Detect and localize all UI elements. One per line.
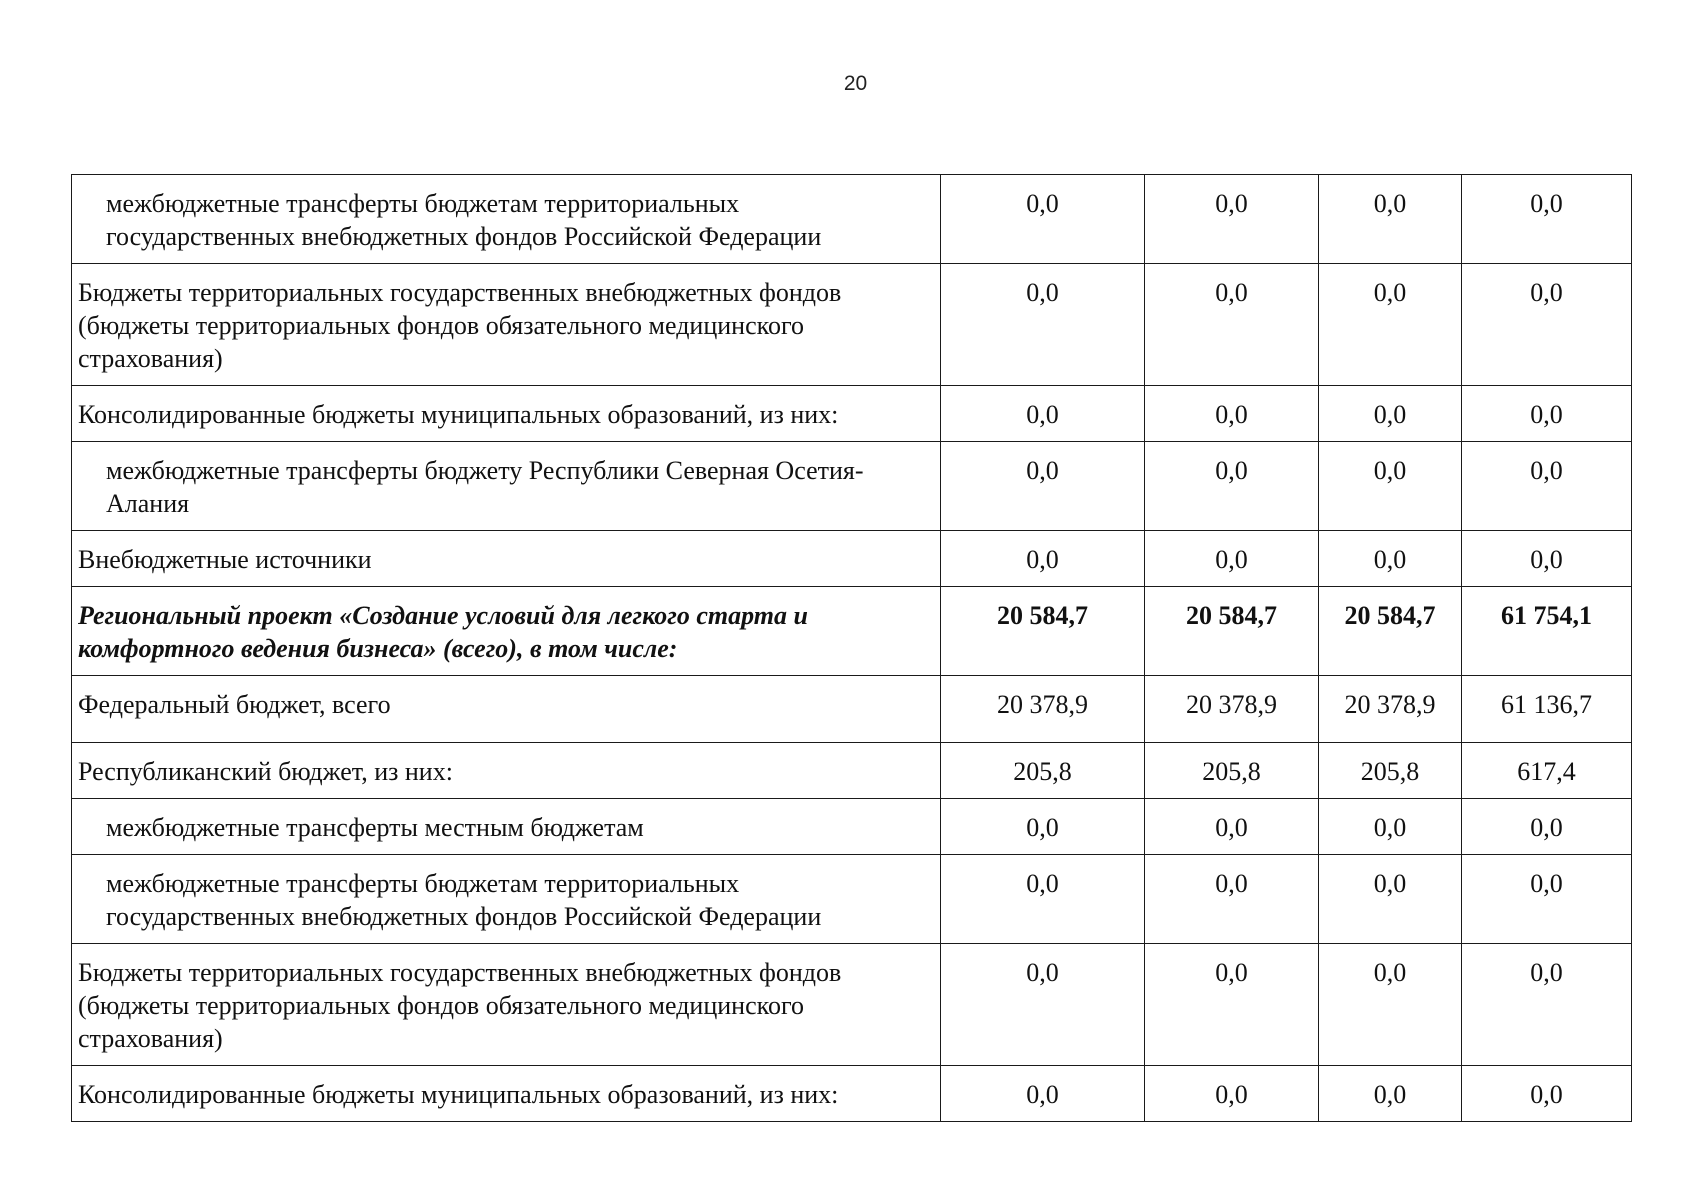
row-label: Консолидированные бюджеты муниципальных образований, из них:	[72, 386, 941, 442]
table-row	[72, 531, 1632, 587]
row-label: Республиканский бюджет, из них:	[72, 743, 941, 799]
row-value: 0,0	[1145, 944, 1319, 1066]
row-value: 0,0	[1319, 531, 1462, 587]
row-label: межбюджетные трансферты местным бюджетам	[72, 799, 941, 855]
row-value: 0,0	[1145, 1066, 1319, 1122]
row-label: Бюджеты территориальных государственных внебюджетных фондов (бюджеты территориальных фондов обязательного медицинского страхования)	[72, 944, 941, 1066]
row-value: 617,4	[1462, 743, 1632, 799]
table-row	[72, 855, 1632, 944]
row-value: 0,0	[1462, 386, 1632, 442]
row-value: 0,0	[941, 175, 1145, 264]
row-value: 0,0	[1462, 799, 1632, 855]
row-value: 20 378,9	[1319, 676, 1462, 743]
row-value: 0,0	[1145, 799, 1319, 855]
row-label: Федеральный бюджет, всего	[72, 676, 941, 743]
budget-table	[71, 174, 1632, 1122]
row-value: 61 136,7	[1462, 676, 1632, 743]
table-row	[72, 799, 1632, 855]
row-value: 0,0	[1145, 386, 1319, 442]
table-row	[72, 386, 1632, 442]
table-row	[72, 264, 1632, 386]
row-value: 20 378,9	[1145, 676, 1319, 743]
row-value: 0,0	[1462, 442, 1632, 531]
row-value: 0,0	[1319, 1066, 1462, 1122]
row-label: Бюджеты территориальных государственных внебюджетных фондов (бюджеты территориальных фондов обязательного медицинского страхования)	[72, 264, 941, 386]
project-label: Региональный проект «Создание условий для легкого старта и комфортного ведения бизнеса» (всего), в том числе:	[72, 587, 941, 676]
row-value: 0,0	[1319, 855, 1462, 944]
row-value: 0,0	[1462, 531, 1632, 587]
row-value: 0,0	[1145, 531, 1319, 587]
row-value: 0,0	[1462, 855, 1632, 944]
row-label: межбюджетные трансферты бюджетам территориальных государственных внебюджетных фондов Российской Федерации	[72, 855, 941, 944]
row-value: 0,0	[1462, 1066, 1632, 1122]
row-value: 0,0	[1319, 944, 1462, 1066]
row-value: 0,0	[1319, 442, 1462, 531]
row-value: 0,0	[1145, 264, 1319, 386]
row-value: 0,0	[941, 855, 1145, 944]
row-value: 0,0	[1319, 264, 1462, 386]
row-value: 205,8	[1319, 743, 1462, 799]
row-value: 0,0	[1145, 442, 1319, 531]
row-value: 0,0	[941, 386, 1145, 442]
row-value: 20 378,9	[941, 676, 1145, 743]
row-value: 0,0	[1319, 386, 1462, 442]
table-row	[72, 175, 1632, 264]
table-row	[72, 944, 1632, 1066]
table-row	[72, 743, 1632, 799]
table-row	[72, 676, 1632, 743]
row-value: 205,8	[1145, 743, 1319, 799]
row-value: 0,0	[941, 799, 1145, 855]
row-value: 0,0	[1462, 944, 1632, 1066]
row-value: 0,0	[941, 264, 1145, 386]
page-number: 20	[843, 72, 868, 95]
table-row	[72, 587, 1632, 676]
row-value: 0,0	[1319, 175, 1462, 264]
row-value: 61 754,1	[1462, 587, 1632, 676]
row-label: Внебюджетные источники	[72, 531, 941, 587]
row-value: 0,0	[941, 531, 1145, 587]
row-value: 0,0	[1319, 799, 1462, 855]
row-value: 0,0	[1462, 175, 1632, 264]
row-value: 0,0	[941, 944, 1145, 1066]
row-value: 0,0	[941, 1066, 1145, 1122]
table-row	[72, 1066, 1632, 1122]
row-label: межбюджетные трансферты бюджетам территориальных государственных внебюджетных фондов Российской Федерации	[72, 175, 941, 264]
row-label: межбюджетные трансферты бюджету Республики Северная Осетия-Алания	[72, 442, 941, 531]
row-label: Консолидированные бюджеты муниципальных образований, из них:	[72, 1066, 941, 1122]
row-value: 0,0	[941, 442, 1145, 531]
row-value: 205,8	[941, 743, 1145, 799]
row-value: 0,0	[1145, 855, 1319, 944]
table-row	[72, 442, 1632, 531]
row-value: 20 584,7	[1145, 587, 1319, 676]
row-value: 20 584,7	[941, 587, 1145, 676]
row-value: 20 584,7	[1319, 587, 1462, 676]
row-value: 0,0	[1145, 175, 1319, 264]
row-value: 0,0	[1462, 264, 1632, 386]
